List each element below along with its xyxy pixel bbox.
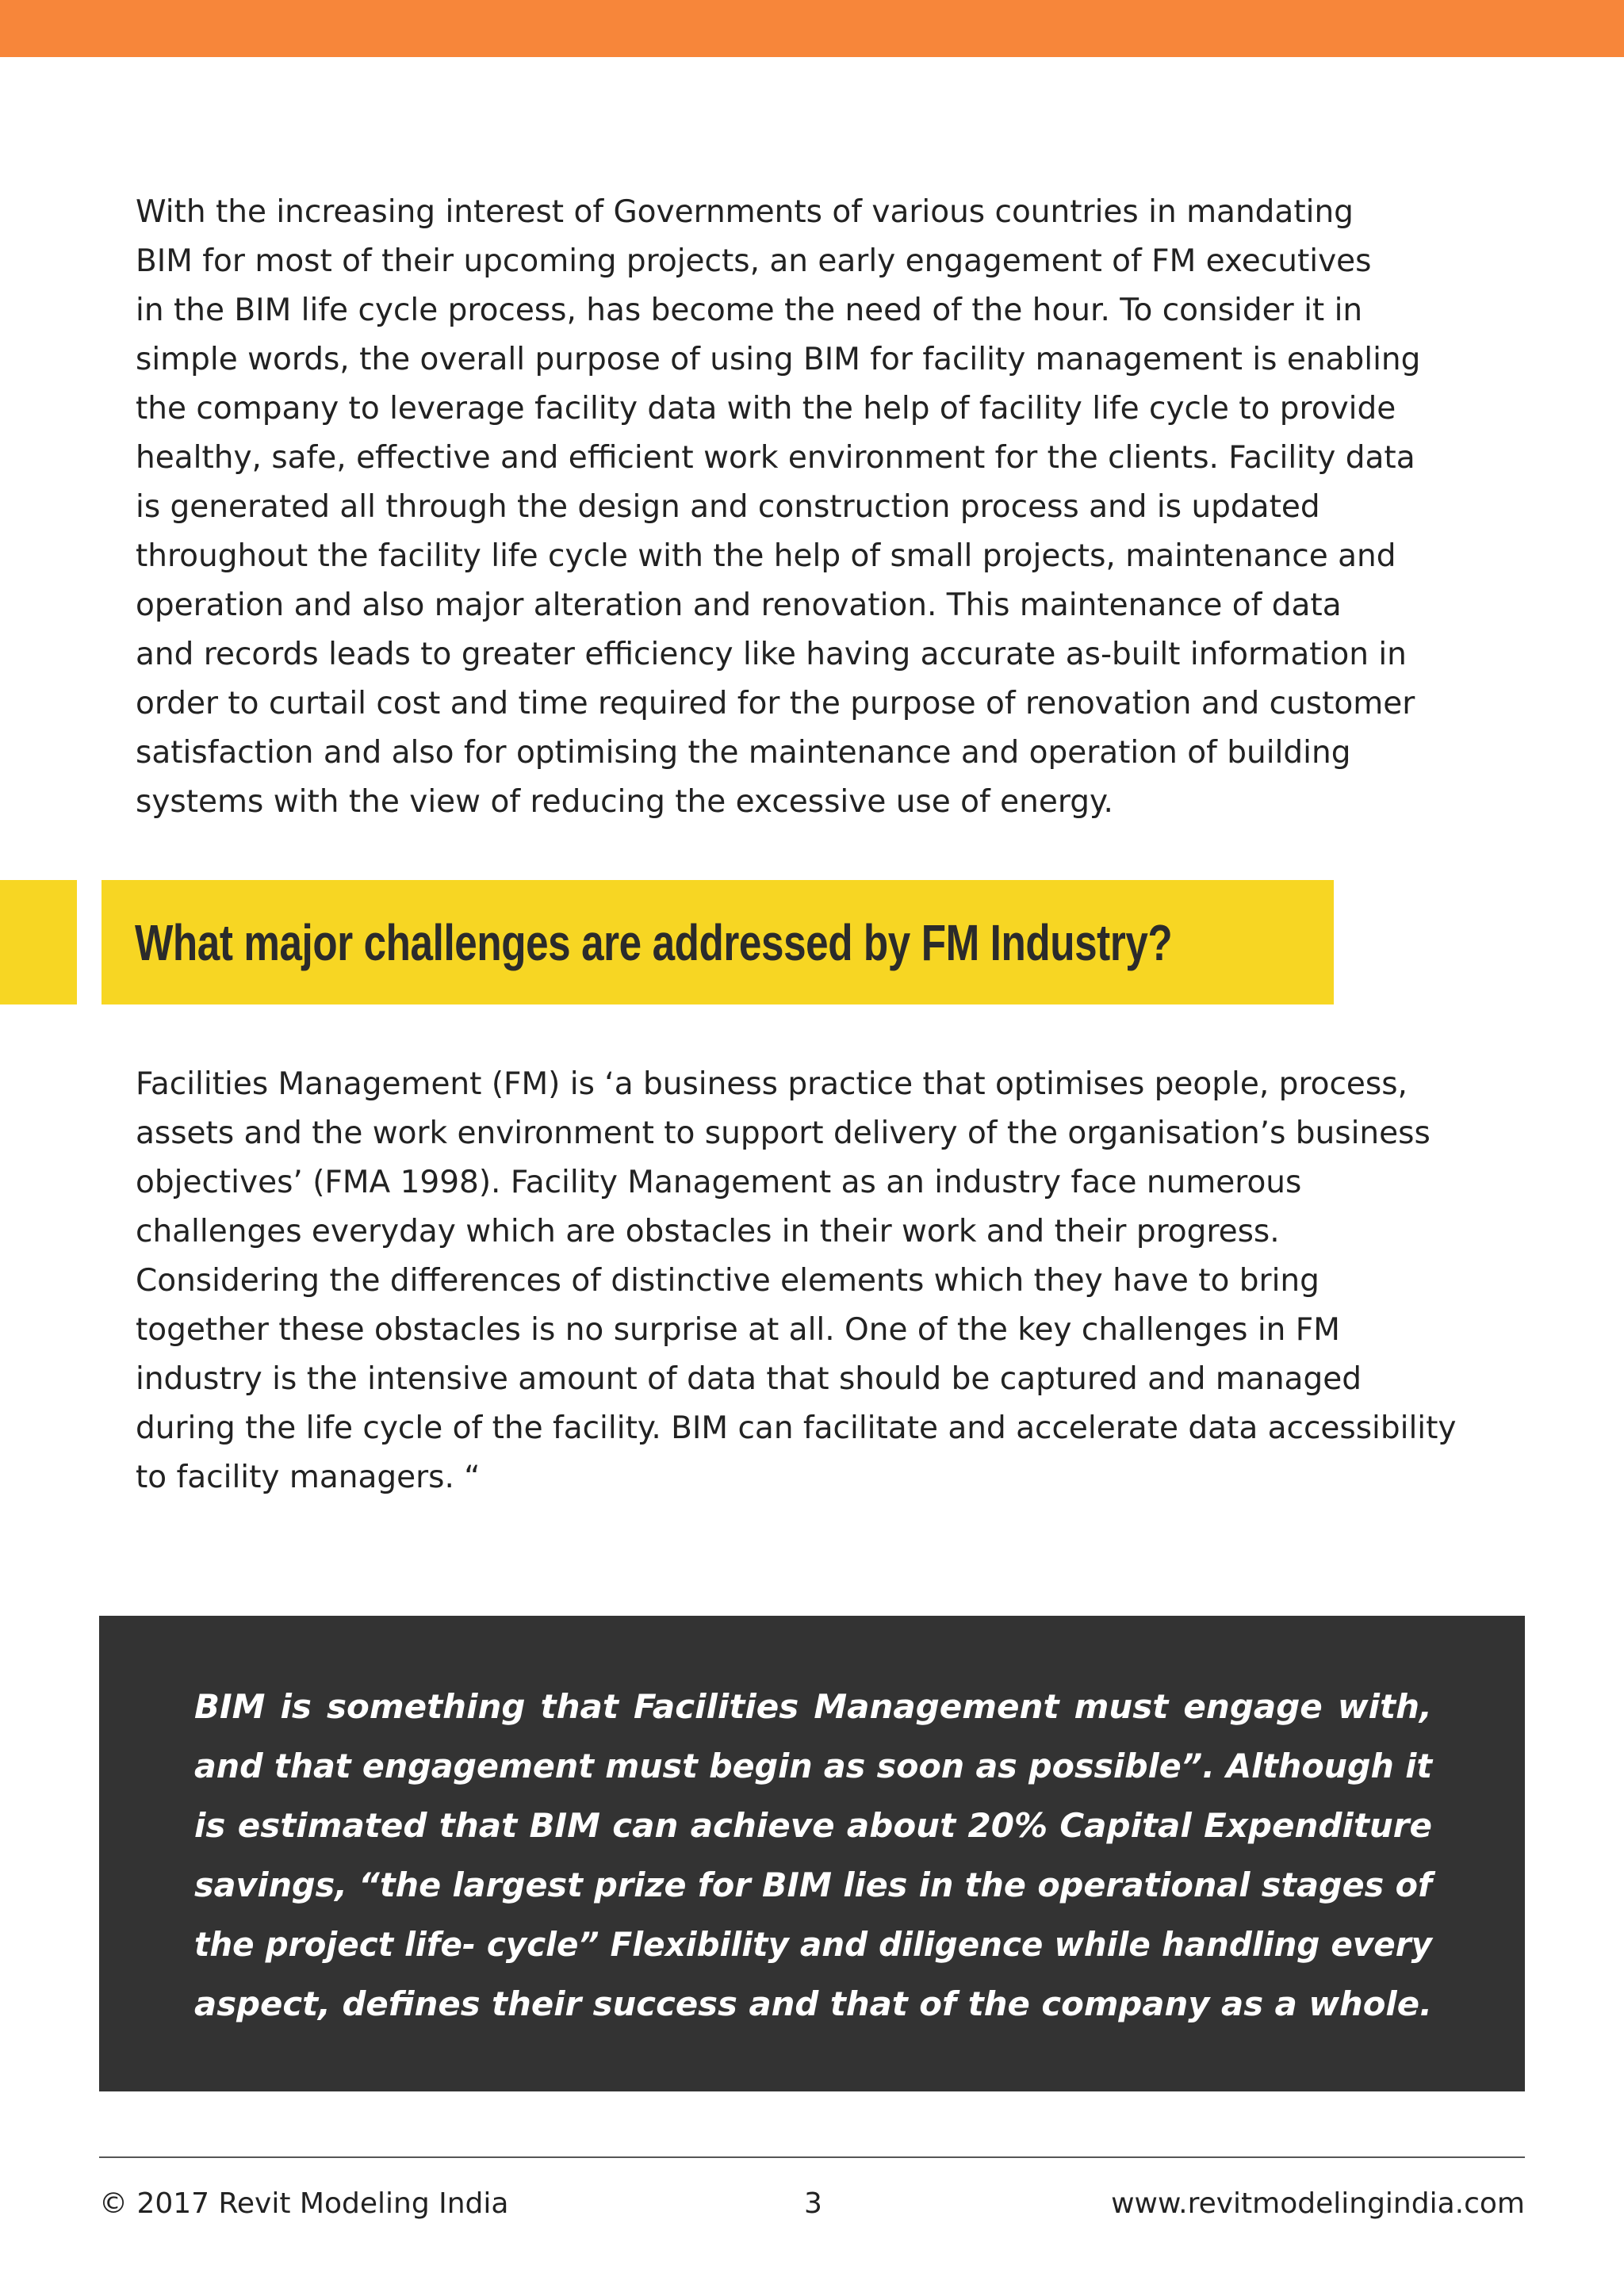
section-heading-banner: [102, 880, 1334, 1004]
paragraph-line: systems with the view of reducing the excessive use of energy.: [136, 784, 1113, 820]
paragraph-line: satisfaction and also for optimising the maintenance and operation of building: [136, 735, 1351, 771]
quote-line: savings, “the largest prize for BIM lies in the operational stages of: [194, 1866, 1433, 1904]
paragraph-line: challenges everyday which are obstacles in their work and their progress.: [136, 1214, 1280, 1249]
pull-quote: [194, 1677, 1432, 2034]
paragraph-line: BIM for most of their upcoming projects, an early engagement of FM executives: [136, 243, 1372, 279]
paragraph-line: the company to leverage facility data with the help of facility life cycle to provide: [136, 391, 1396, 427]
paragraph-line: healthy, safe, effective and efficient work environment for the clients. Facility data: [136, 440, 1415, 476]
paragraph-line: and records leads to greater efficiency like having accurate as-built information in: [136, 637, 1407, 672]
quote-line: and that engagement must begin as soon as possible”. Although it: [194, 1747, 1433, 1785]
paragraph-line: objectives’ (FMA 1998). Facility Management as an industry face numerous: [136, 1165, 1302, 1200]
paragraph-line: simple words, the overall purpose of using BIM for facility management is enabling: [136, 342, 1421, 377]
paragraph-line: order to curtail cost and time required for the purpose of renovation and customer: [136, 686, 1415, 721]
paragraph-line: operation and also major alteration and renovation. This maintenance of data: [136, 587, 1342, 623]
paragraph-line: to facility managers. “: [136, 1460, 481, 1495]
paragraph-line: Considering the differences of distinctive elements which they have to bring: [136, 1263, 1320, 1299]
paragraph-line: industry is the intensive amount of data that should be captured and managed: [136, 1361, 1362, 1397]
paragraph-line: is generated all through the design and construction process and is updated: [136, 489, 1320, 525]
page-number: 3: [804, 2187, 822, 2220]
heading-accent-block: [0, 880, 77, 1004]
quote-line: is estimated that BIM can achieve about 20% Capital Expenditure: [194, 1806, 1432, 1845]
pull-quote-box: [99, 1616, 1525, 2091]
paragraph-line: together these obstacles is no surprise at all. One of the key challenges in FM: [136, 1312, 1340, 1348]
quote-line: the project life- cycle” Flexibility and diligence while handling every: [194, 1925, 1433, 1964]
top-accent-bar: [0, 0, 1624, 57]
paragraph-line: With the increasing interest of Governments of various countries in mandating: [136, 194, 1354, 230]
paragraph-line: during the life cycle of the facility. BIM can facilitate and accelerate data accessibility: [136, 1410, 1457, 1446]
paragraph-line: Facilities Management (FM) is ‘a business practice that optimises people, process,: [136, 1066, 1408, 1102]
footer-website-link[interactable]: www.revitmodelingindia.com: [1111, 2187, 1525, 2220]
footer-copyright: © 2017 Revit Modeling India: [99, 2187, 509, 2220]
fm-definition-paragraph: [136, 1060, 1457, 1502]
footer-divider: [99, 2156, 1525, 2158]
paragraph-line: throughout the facility life cycle with the help of small projects, maintenance and: [136, 538, 1396, 574]
intro-paragraph: [136, 188, 1420, 827]
quote-line: aspect, defines their success and that of the company as a whole.: [194, 1984, 1432, 2023]
paragraph-line: assets and the work environment to support delivery of the organisation’s business: [136, 1115, 1431, 1151]
quote-line: BIM is something that Facilities Management must engage with,: [194, 1687, 1432, 1726]
section-heading: What major challenges are addressed by FM Industry?: [135, 913, 1173, 971]
paragraph-line: in the BIM life cycle process, has become the need of the hour. To consider it in: [136, 293, 1363, 328]
